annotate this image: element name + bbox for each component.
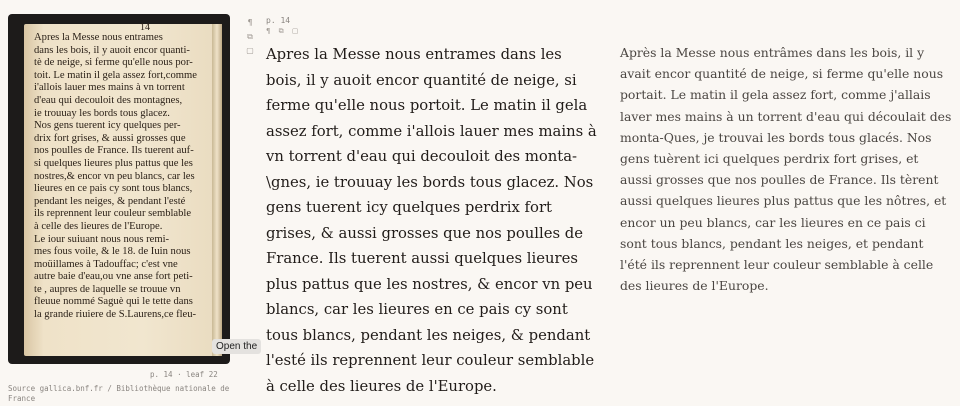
open-tooltip: Open the [212, 339, 261, 354]
original-paragraph: Apres la Messe nous entrames dans les bois, il y auoit encor quantité de neige, si ferme qu'elle nous portoit. Le matin il gela assez fort, comme i'allois lauer mes mains à vn torrent d'eau qui decouloit des monta-\gnes, ie trouuay les bords tous glacez. Nos gens tuerent icy quelques perdrix fort grises, & aussi grosses que nos poulles de France. Ils tuerent aussi quelques lieures plus pattus que les nostres, & encor vn peu blancs, car les lieures en ce pais cy sont tous blancs, pendant les neiges, & pendant l'esté ils reprennent leur couleur semblable à celle des lieures de l'Europe. [266, 46, 597, 395]
page-meta: p. 14 [266, 16, 291, 25]
modernized-transcription [620, 42, 952, 296]
scan-text: Apres la Messe nous entrames dans les bois, il y auoit encor quanti- tè de neige, si ferme qu'elle nous por- toit. Le matin il gela assez fort,comme i'allois lauer mes mains à vn torrent d'eau qui decouloit des montagnes, ie trouuay les bords tous glacez. Nos gens tuerent icy quelques per- drix fort grises, & aussi grosses que nos poulles de France. Ils tuerent auf- si quelques lieures plus pattus que les nostres,& encor vn peu blancs, car les lieures en ce pais cy sont tous blancs, pendant les neiges, & pendant l'esté ils reprennent leur couleur semblable à celle des lieures de l'Europe. Le iour suiuant nous nous remi- mes fous voile, & le 18. de Iuin nous moüillames à Tadouffac; c'est vne autre baie d'eau,ou vne anse fort peti- te , aupres de laquelle se trouue vn fleuue nommé Saguè qui le tette dans la grande riuiere de S.Laurens,ce fleu- [34, 32, 197, 321]
page-meta-tools[interactable]: ¶ ⧉ ▢ [266, 27, 302, 35]
copy-icon[interactable]: ⧉ [247, 32, 253, 41]
pilcrow-icon[interactable]: ¶ [247, 18, 253, 27]
modern-paragraph: Après la Messe nous entrâmes dans les bois, il y avait encor quantité de neige, si ferme qu'elle nous portait. Le matin il gela assez fort, comme j'allais laver mes mains à un torrent d'eau qui découlait des monta-Ques, je trouvai les bords tous glacés. Nos gens tuèrent ici quelques perdrix fort grises, et aussi grosses que nos poulles de France. Ils tèrent aussi quelques lieures plus pattus que les nôtres, et encor un peu blancs, car les lieures en ce pais ci sont tous blancs, pendant les neiges, et pendant l'été ils reprennent leur couleur semblable à celle des lieures de l'Europe. [620, 45, 952, 294]
box-icon[interactable]: ▢ [246, 46, 254, 55]
page-scan-image [24, 24, 222, 356]
side-tools [244, 16, 256, 58]
source-caption: Source gallica.bnf.fr / Bibliothèque nationale de France [8, 384, 230, 403]
page-scan-frame[interactable] [8, 14, 230, 364]
original-transcription [266, 42, 600, 399]
page-edge [212, 24, 222, 356]
leaf-info: p. 14 · leaf 22 [150, 370, 218, 379]
scan-page-number: 14 [140, 22, 150, 33]
